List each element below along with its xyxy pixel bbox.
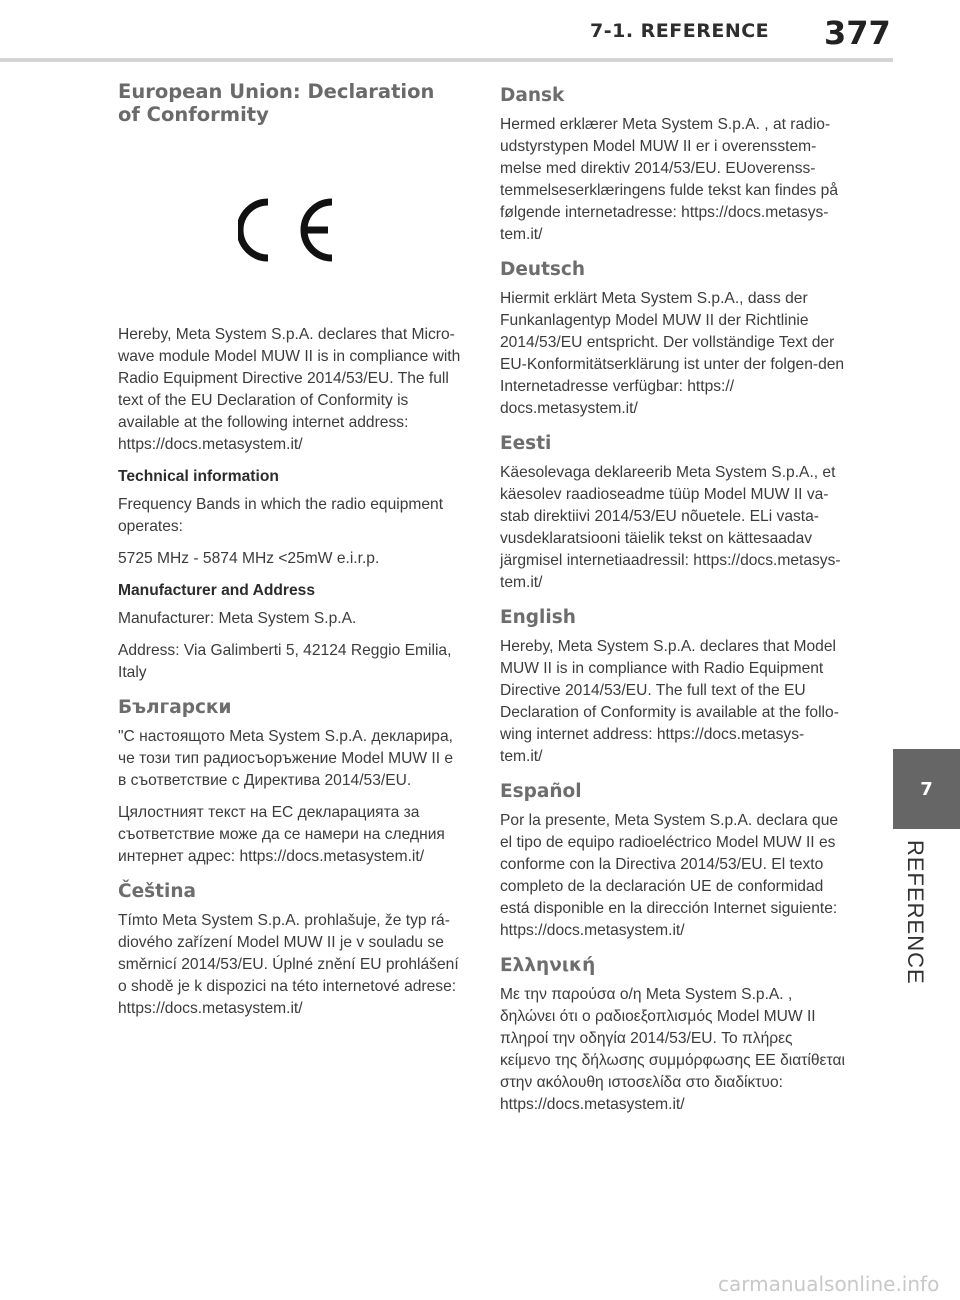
tech-info-heading: Technical information [118,468,279,485]
chapter-label: REFERENCE [903,840,928,985]
greek-paragraph: Με την παρούσα ο/η Meta System S.p.A. , δηλώνει ότι ο ραδιοεξοπλισμός Model MUW II πληροί την οδηγία 2014/53/EU. Το πλήρες κείμενο της δήλωσης συμμόρφωσης ΕΕ διατίθεται στην ακόλουθη ιστοσελίδα στο διαδίκτυο: https://docs.metasystem.it/ [500,986,845,1113]
german-paragraph: Hiermit erklärt Meta System S.p.A., dass der Funkanlagentyp Model MUW II der Richtlinie 2014/53/EU entspricht. Der vollständige Text der EU-Konformitätserklärung ist unter der folgen-den Internetadresse verfügbar: https:// docs.metasystem.it/ [500,290,845,417]
danish-heading: Dansk [500,85,565,106]
german-heading: Deutsch [500,259,586,280]
watermark: carmanualsonline.info [718,1272,940,1296]
chapter-number: 7 [920,778,933,800]
intro-paragraph: Hereby, Meta System S.p.A. declares that Micro-wave module Model MUW II is in compliance with Radio Equipment Directive 2014/53/EU. The full text of the EU Declaration of Conformity is available at the following internet address: https://docs.metasystem.it/ [118,326,461,453]
right-column [500,84,845,1126]
declaration-title: European Union: Declaration of Conformity [118,80,435,126]
english-heading: English [500,607,576,628]
tech-info-paragraph: Frequency Bands in which the radio equipment operates: [118,496,444,535]
address-paragraph: Address: Via Galimberti 5, 42124 Reggio Emilia, Italy [118,642,452,681]
page-number: 377 [824,14,891,52]
estonian-heading: Eesti [500,433,552,454]
manufacturer-paragraph: Manufacturer: Meta System S.p.A. [118,610,357,627]
bulgarian-heading: Български [118,697,232,718]
header-rule [0,58,893,62]
spanish-paragraph: Por la presente, Meta System S.p.A. declara que el tipo de equipo radioeléctrico Model MUW II es conforme con la Directiva 2014/53/EU. El texto completo de la declaración UE de conformidad está disponible en la dirección Internet siguiente: https://docs.metasystem.it/ [500,812,839,939]
spanish-heading: Español [500,781,582,802]
left-column [118,80,463,1030]
estonian-paragraph: Käesolevaga deklareerib Meta System S.p.A., et käesolev raadioseadme tüüp Model MUW II va-stab direktiivi 2014/53/EU nõuetele. ELi vasta-vusdeklaratsiooni täielik tekst on kättesaadav järgmisel internetiaadressil: https://docs.metasys-tem.it/ [500,464,841,591]
ce-mark-icon [238,196,338,264]
section-label: 7-1. REFERENCE [590,20,770,42]
czech-heading: Čeština [118,881,196,902]
manufacturer-heading: Manufacturer and Address [118,582,315,599]
frequency-paragraph: 5725 MHz - 5874 MHz <25mW e.i.r.p. [118,550,380,567]
greek-heading: Ελληνική [500,955,596,976]
chapter-tab[interactable] [893,749,960,829]
bulgarian-paragraph-1: "С настоящото Meta System S.p.A. декларира, че този тип радиосъоръжение Model MUW II е в съответствие с Директива 2014/53/EU. [118,728,454,789]
czech-paragraph: Tímto Meta System S.p.A. prohlašuje, že typ rá-diového zařízení Model MUW II je v souladu se směrnicí 2014/53/EU. Úplné znění EU prohlášení o shodě je k dispozici na této internetové adrese: https://docs.metasystem.it/ [118,912,459,1017]
bulgarian-paragraph-2: Цялостният текст на ЕС декларацията за съответствие може да се намери на следния интернет адрес: https://docs.metasystem.it/ [118,804,445,865]
danish-paragraph: Hermed erklærer Meta System S.p.A. , at radio-udstyrstypen Model MUW II er i overensstem-melse med direktiv 2014/53/EU. EUoverenss-temmelseserklæringens fulde tekst kan findes på følgende internetadresse: https://docs.metasys-tem.it/ [500,116,839,243]
english-paragraph: Hereby, Meta System S.p.A. declares that Model MUW II is in compliance with Radio Equipment Directive 2014/53/EU. The full text of the EU Declaration of Conformity is available at the follo-wing internet address: https://docs.metasys-tem.it/ [500,638,839,765]
